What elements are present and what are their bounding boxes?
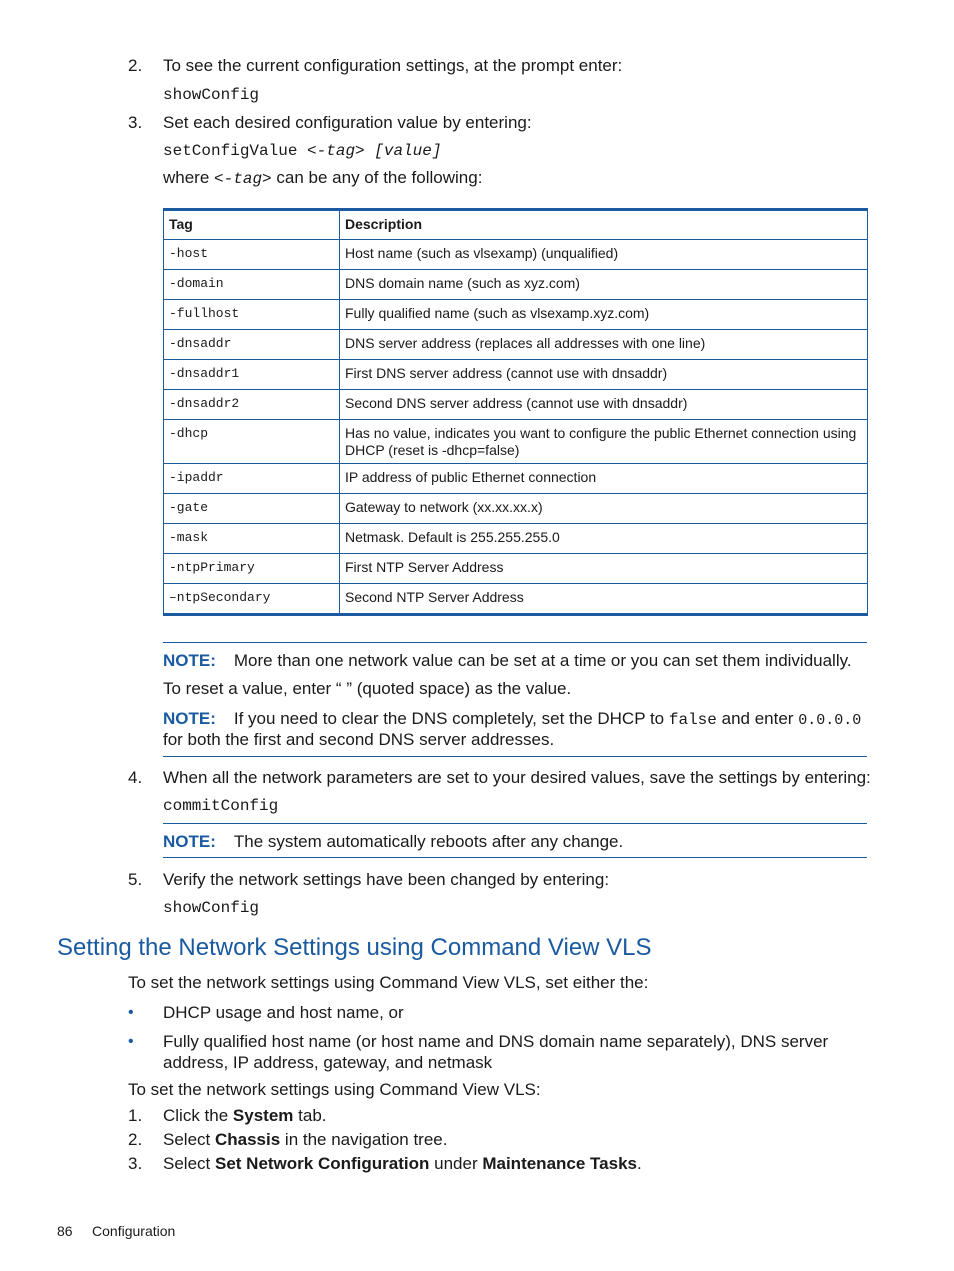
bullet-item: DHCP usage and host name, or <box>163 1003 404 1022</box>
note-2 <box>163 709 873 729</box>
desc-cell: DNS domain name (such as xyz.com) <box>340 270 868 300</box>
desc-cell: Gateway to network (xx.xx.xx.x) <box>340 494 868 524</box>
where-line <box>163 168 482 188</box>
step-number: 4. <box>128 768 143 787</box>
table-row <box>164 420 868 464</box>
note-text: More than one network value can be set at a time or you can set them individually. <box>233 651 852 670</box>
step-number: 5. <box>128 870 143 889</box>
ui-label-system: System <box>232 1106 294 1125</box>
tag-cell: -mask <box>164 524 340 554</box>
step-number: 2. <box>128 56 143 75</box>
tag-cell: -gate <box>164 494 340 524</box>
note-3 <box>163 832 623 852</box>
note-divider <box>163 857 867 858</box>
step-text: tab. <box>298 1106 327 1125</box>
desc-cell: First DNS server address (cannot use with dnsaddr) <box>340 360 868 390</box>
table-row <box>164 360 868 390</box>
ui-label-set-network-configuration: Set Network Configuration <box>214 1154 430 1173</box>
step-text: under <box>434 1154 478 1173</box>
step-text: When all the network parameters are set to your desired values, save the settings by entering: <box>163 768 871 787</box>
table-row <box>164 390 868 420</box>
step-number: 1. <box>128 1106 143 1125</box>
bullet-dot: • <box>128 1004 134 1021</box>
tag-cell: -ntpPrimary <box>164 554 340 584</box>
desc-cell: Has no value, indicates you want to configure the public Ethernet connection using DHCP (reset is -dhcp=false) <box>340 420 868 464</box>
note-code-false: false <box>668 711 717 729</box>
where-pre: where <box>163 168 210 187</box>
tag-cell: -host <box>164 240 340 270</box>
code-args: <-tag> [value] <box>307 142 442 160</box>
procedure-step <box>163 1154 642 1174</box>
note-label: NOTE: <box>163 709 216 728</box>
step-text: . <box>636 1154 642 1173</box>
table-row <box>164 494 868 524</box>
desc-cell: IP address of public Ethernet connection <box>340 464 868 494</box>
step-text: Verify the network settings have been changed by entering: <box>163 870 610 889</box>
table-row <box>164 300 868 330</box>
code-command: commitConfig <box>163 797 279 815</box>
desc-cell: DNS server address (replaces all addresses with one line) <box>340 330 868 360</box>
step-number: 3. <box>128 1154 143 1173</box>
note-1 <box>163 651 873 671</box>
table-row <box>164 270 868 300</box>
footer-section: Configuration <box>92 1223 176 1239</box>
desc-cell: Second NTP Server Address <box>340 584 868 615</box>
tag-cell: -dnsaddr1 <box>164 360 340 390</box>
tag-cell: -domain <box>164 270 340 300</box>
table-row <box>164 554 868 584</box>
ui-label-maintenance-tasks: Maintenance Tasks <box>482 1154 637 1173</box>
tag-cell: -dnsaddr2 <box>164 390 340 420</box>
note-text: and enter <box>721 709 794 728</box>
code-command: showConfig <box>163 899 260 917</box>
procedure-step <box>163 1130 447 1150</box>
table-row <box>164 584 868 615</box>
note-divider <box>163 756 867 757</box>
desc-cell: Second DNS server address (cannot use with dnsaddr) <box>340 390 868 420</box>
header-tag: Tag <box>164 210 340 240</box>
note-divider <box>163 642 867 643</box>
section-intro: To set the network settings using Command View VLS, set either the: <box>128 973 649 992</box>
step-text: To see the current configuration settings, at the prompt enter: <box>163 56 623 75</box>
note-1-cont: To reset a value, enter “ ” (quoted space) as the value. <box>163 679 572 698</box>
bullet-item-cont: address, IP address, gateway, and netmask <box>163 1053 493 1072</box>
step-text: Select <box>163 1154 211 1173</box>
code-command <box>163 142 441 160</box>
code-command: showConfig <box>163 86 260 104</box>
table-row <box>164 330 868 360</box>
section-intro-2: To set the network settings using Command View VLS: <box>128 1080 541 1099</box>
step-text: Click the <box>163 1106 229 1125</box>
table-header-row <box>164 210 868 240</box>
section-heading: Setting the Network Settings using Command View VLS <box>57 934 652 961</box>
note-text: The system automatically reboots after any change. <box>233 832 624 851</box>
ui-label-chassis: Chassis <box>214 1130 281 1149</box>
where-post: can be any of the following: <box>276 168 483 187</box>
header-description: Description <box>340 210 868 240</box>
tag-table <box>163 208 868 616</box>
step-number: 2. <box>128 1130 143 1149</box>
tag-cell: –ntpSecondary <box>164 584 340 615</box>
tag-cell: -fullhost <box>164 300 340 330</box>
table-row <box>164 464 868 494</box>
table-row <box>164 524 868 554</box>
desc-cell: First NTP Server Address <box>340 554 868 584</box>
note-label: NOTE: <box>163 832 216 851</box>
desc-cell: Fully qualified name (such as vlsexamp.xyz.com) <box>340 300 868 330</box>
procedure-step <box>163 1106 327 1126</box>
step-number: 3. <box>128 113 143 132</box>
where-tag: <-tag> <box>214 170 272 188</box>
step-text: Set each desired configuration value by entering: <box>163 113 532 132</box>
tag-cell: -ipaddr <box>164 464 340 494</box>
code-cmd: setConfigValue <box>163 142 298 160</box>
note-text: If you need to clear the DNS completely, set the DHCP to <box>233 709 665 728</box>
bullet-dot: • <box>128 1033 134 1050</box>
note-code-ip: 0.0.0.0 <box>798 712 862 729</box>
note-2-cont: for both the first and second DNS server addresses. <box>163 730 555 749</box>
page-number: 86 <box>57 1223 73 1239</box>
step-text: Select <box>163 1130 211 1149</box>
page-footer <box>57 1223 175 1239</box>
note-divider <box>163 823 867 824</box>
note-label: NOTE: <box>163 651 216 670</box>
table-row <box>164 240 868 270</box>
tag-cell: -dnsaddr <box>164 330 340 360</box>
desc-cell: Host name (such as vlsexamp) (unqualified) <box>340 240 868 270</box>
tag-cell: -dhcp <box>164 420 340 464</box>
step-text: in the navigation tree. <box>284 1130 448 1149</box>
desc-cell: Netmask. Default is 255.255.255.0 <box>340 524 868 554</box>
bullet-item: Fully qualified host name (or host name and DNS domain name separately), DNS server <box>163 1032 829 1051</box>
